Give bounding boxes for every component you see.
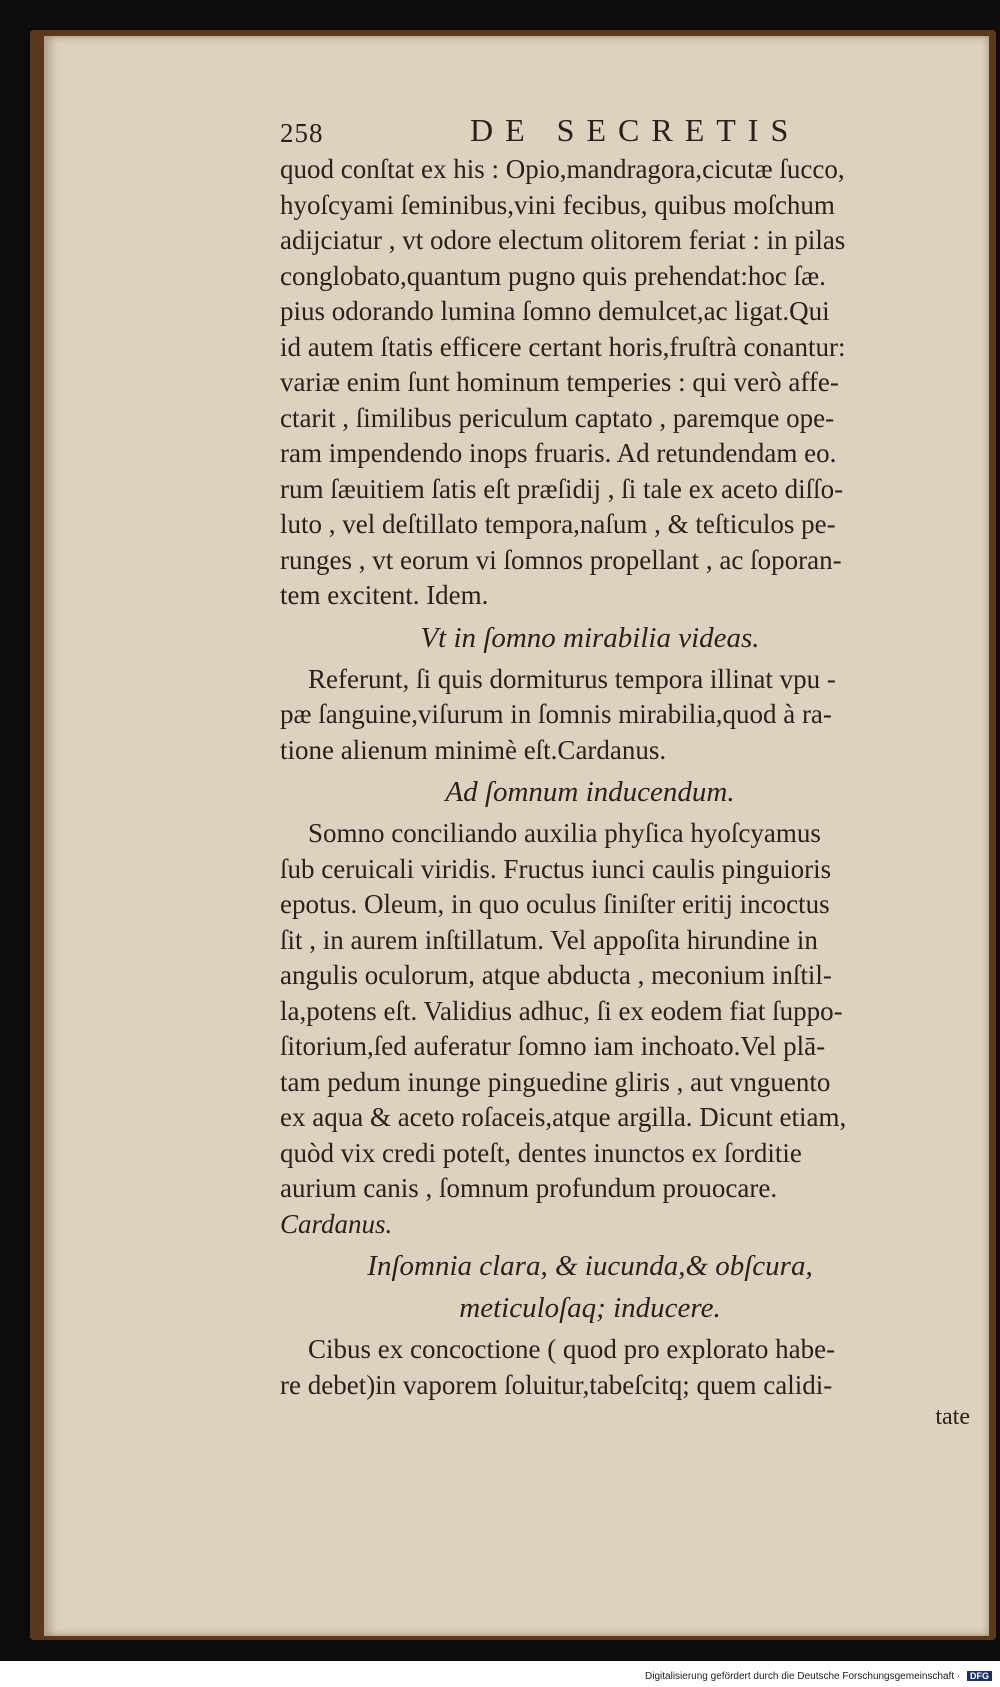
page-header <box>280 112 970 152</box>
text-line: Cibus ex concoctione ( quod pro explorato habe- <box>308 1334 836 1364</box>
text-line: runges , vt eorum vi ſomnos propellant , ac ſoporan- <box>280 544 842 575</box>
text-line: Cardanus. <box>280 1208 393 1239</box>
text-line: ex aqua & aceto roſaceis,atque argilla. Dicunt etiam, <box>280 1102 847 1132</box>
catchword: tate <box>935 1404 970 1430</box>
text-line: ram impendendo inops fruaris. Ad retundendam eo. <box>280 438 837 468</box>
text-line: quòd vix credi poteſt, dentes inunctos ex ſorditie <box>280 1137 802 1168</box>
paragraph-4 <box>280 1332 970 1403</box>
scan-footer <box>0 1661 1000 1687</box>
text-line: quod conſtat ex his : Opio,mandragora,cicutæ ſucco, <box>280 154 845 184</box>
text-line: ſit , in aurem inſtillatum. Vel appoſita hirundine in <box>280 924 818 955</box>
text-line: pæ ſanguine,viſurum in ſomnis mirabilia,quod à ra- <box>280 699 832 729</box>
section-heading: Ad ſomnum inducendum. <box>445 776 735 808</box>
text-line: rum ſæuitiem ſatis eſt præſidij , ſi tale ex aceto diſſo- <box>280 473 844 504</box>
text-line: luto , vel deſtillato tempora,naſum , & teſticulos pe- <box>280 509 836 539</box>
running-title: DE SECRETIS <box>470 112 801 148</box>
credit-text: Digitalisierung gefördert durch die Deutsche Forschungsgemeinschaft · <box>645 1671 961 1682</box>
text-line: ctarit , ſimilibus periculum captato , paremque ope- <box>280 402 835 433</box>
section-heading: Inſomnia clara, & iucunda,& obſcura, <box>367 1250 813 1282</box>
text-line: ſub ceruicali viridis. Fructus iunci caulis pinguioris <box>280 853 832 884</box>
text-line: ſitorium,ſed auferatur ſomno iam inchoato.Vel plā- <box>280 1031 826 1061</box>
text-line: id autem ſtatis efficere certant horis,fruſtrà conantur: <box>280 331 846 362</box>
text-line: tione alienum minimè eſt.Cardanus. <box>280 734 667 765</box>
digitization-credit <box>645 1671 992 1682</box>
text-line: Somno conciliando auxilia phyſica hyoſcyamus <box>308 818 821 848</box>
folio-number: 258 <box>280 118 324 148</box>
paragraph-3 <box>280 816 970 1242</box>
text-line: la,potens eſt. Validius adhuc, ſi ex eodem fiat ſuppo- <box>280 995 843 1026</box>
text-line: variæ enim ſunt hominum temperies : qui verò affe- <box>280 367 839 397</box>
text-line: pius odorando lumina ſomno demulcet,ac ligat.Qui <box>280 296 830 326</box>
paragraph-2 <box>280 662 970 769</box>
dfg-logo[interactable]: DFG <box>967 1671 992 1681</box>
page-text-block <box>280 112 970 1431</box>
text-line: tam pedum inunge pinguedine gliris , aut vnguento <box>280 1066 831 1097</box>
text-line: angulis oculorum, atque abducta , meconium inſtil- <box>280 960 832 990</box>
text-line: tem excitent. Idem. <box>280 580 489 610</box>
text-line: hyoſcyami ſeminibus,vini fecibus, quibus moſchum <box>280 189 835 220</box>
text-line: aurium canis , ſomnum profundum prouocare. <box>280 1173 778 1203</box>
text-line: epotus. Oleum, in quo oculus ſiniſter eritij incoctus <box>280 889 830 919</box>
paragraph-1 <box>280 152 970 614</box>
text-line: adijciatur , vt odore electum olitorem feriat : in pilas <box>280 225 846 255</box>
section-heading: Vt in ſomno mirabilia videas. <box>420 621 760 654</box>
text-line: Referunt, ſi quis dormiturus tempora illinat vpu - <box>308 663 836 694</box>
text-line: conglobato,quantum pugno quis prehendat:hoc ſæ. <box>280 260 826 291</box>
text-line: re debet)in vaporem ſoluitur,tabeſcitq; quem calidi- <box>280 1369 833 1400</box>
section-heading-cont: meticuloſaq; inducere. <box>459 1292 721 1324</box>
